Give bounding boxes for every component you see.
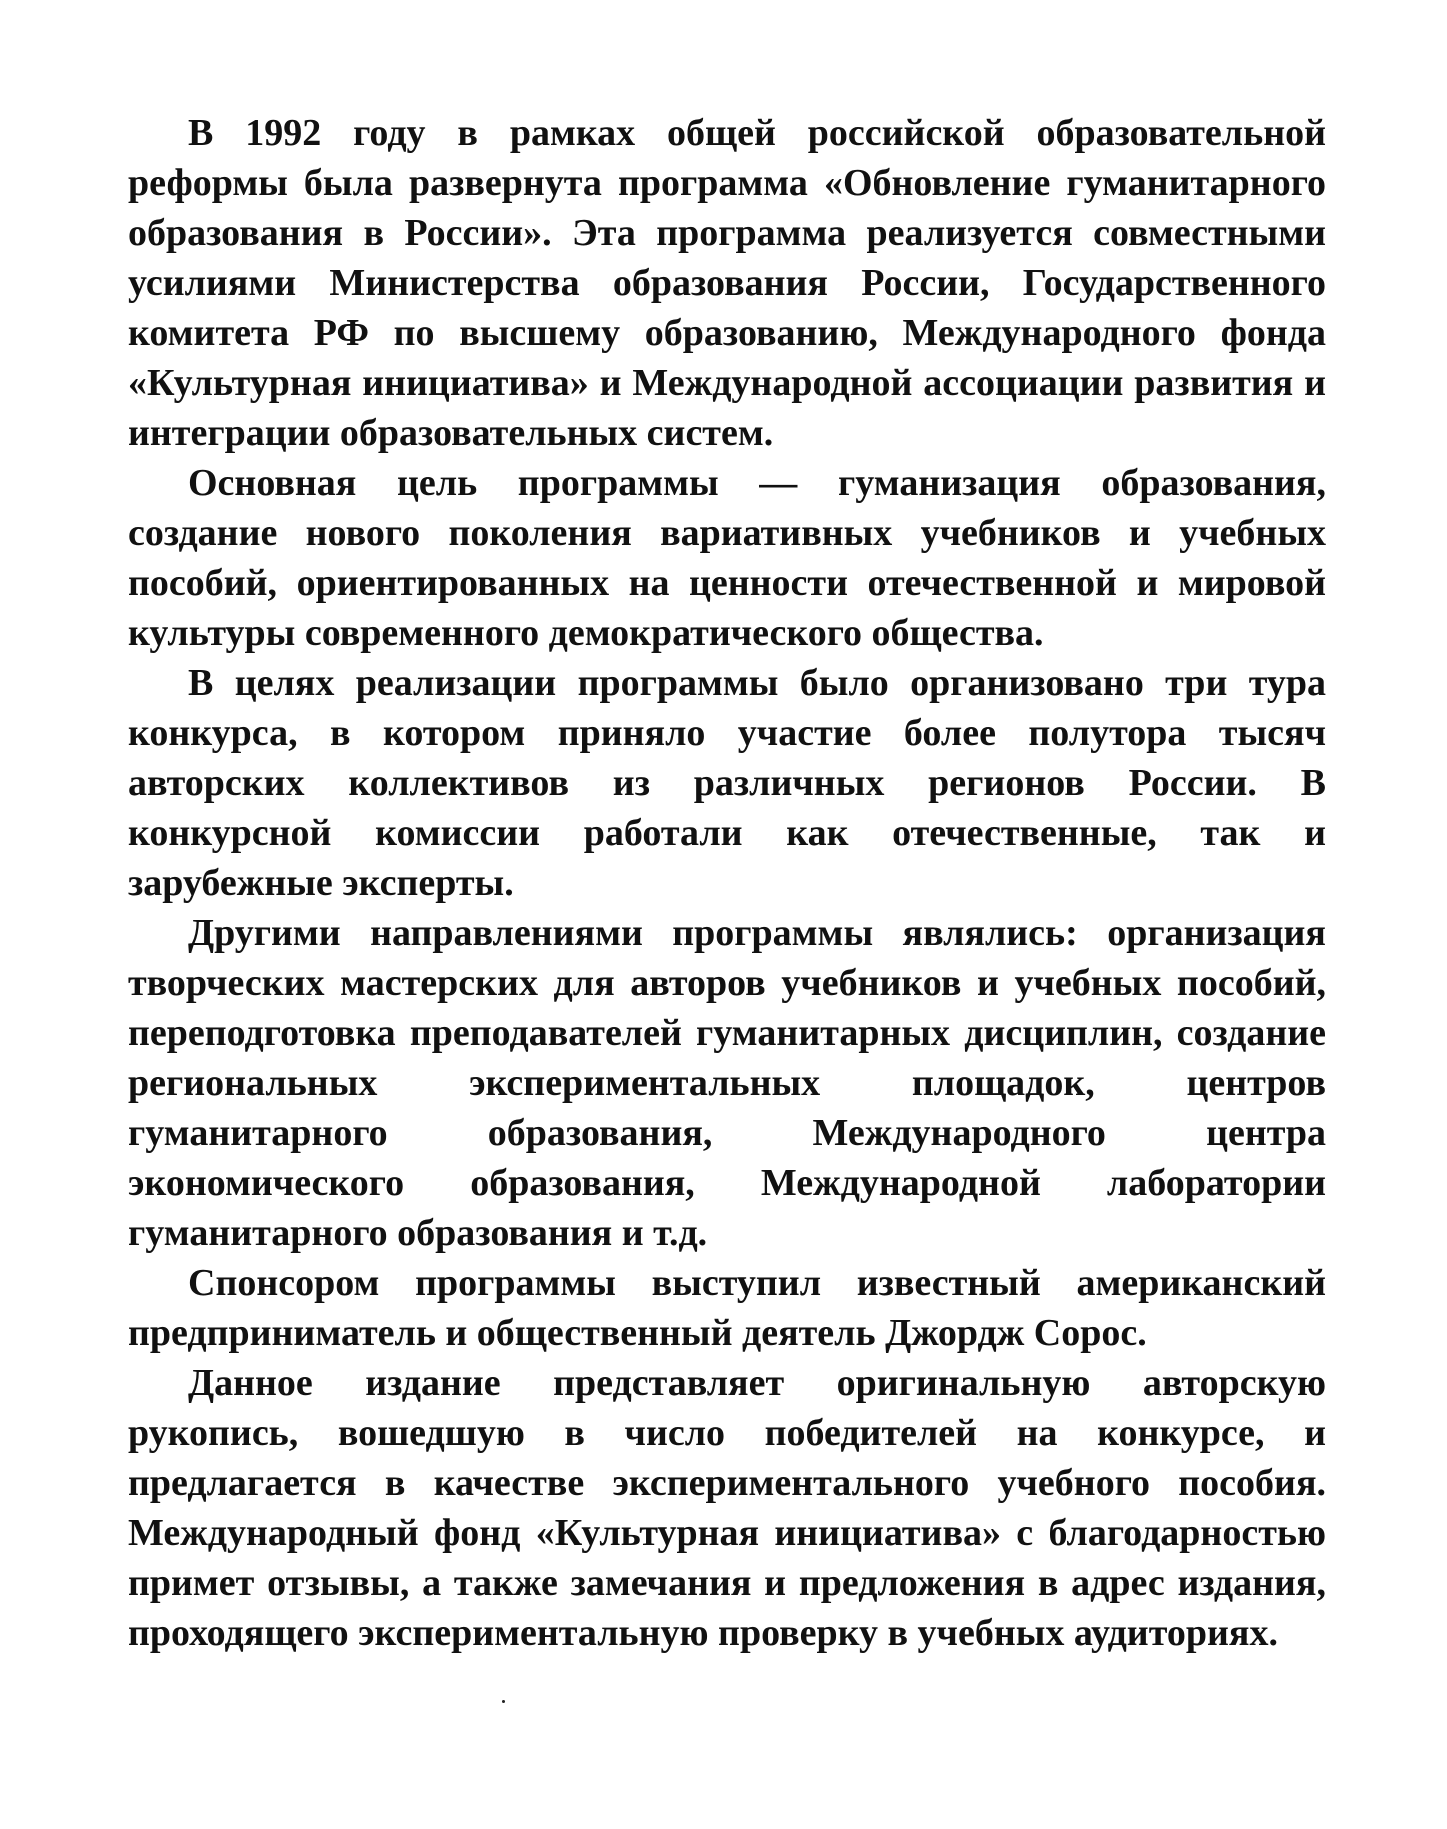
paragraph-main-goal: Основная цель программы — гуманизация образования, создание нового поколения вариативных учебников и учебных пособий, ориентированных на ценности отечественной и мировой культуры современного демократического общества. — [128, 462, 1326, 654]
paragraph-program-history: В 1992 году в рамках общей российской образовательной реформы была развернута программа «Обновление гуманитарного образования в России». Эта программа реализуется совместными усилиями Министерства образования России, Государственного комитета РФ по высшему образованию, Международного фонда «Культурная инициатива» и Международной ассоциации развития и интеграции образовательных систем. — [128, 112, 1326, 454]
body-text — [128, 108, 1326, 1658]
paragraph-this-edition: Данное издание представляет оригинальную авторскую рукопись, вошедшую в число победителей на конкурсе, и предлагается в качестве экспериментального учебного пособия. Международный фонд «Культурная инициатива» с благодарностью примет отзывы, а также замечания и предложения в адрес издания, проходящего экспериментальную проверку в учебных аудиториях. — [128, 1362, 1326, 1654]
paragraph-competition: В целях реализации программы было организовано три тура конкурса, в котором приняло участие более полутора тысяч авторских коллективов из различных регионов России. В конкурсной комиссии работали как отечественные, так и зарубежные эксперты. — [128, 662, 1326, 904]
scan-speck — [502, 1700, 505, 1703]
paragraph-sponsor: Спонсором программы выступил известный американский предприниматель и общественный деятель Джордж Сорос. — [128, 1262, 1326, 1354]
paragraph-other-directions: Другими направлениями программы являлись: организация творческих мастерских для авторов учебников и учебных пособий, переподготовка преподавателей гуманитарных дисциплин, создание региональных экспериментальных площадок, центров гуманитарного образования, Международного центра экономического образования, Международной лаборатории гуманитарного образования и т.д. — [128, 912, 1326, 1254]
